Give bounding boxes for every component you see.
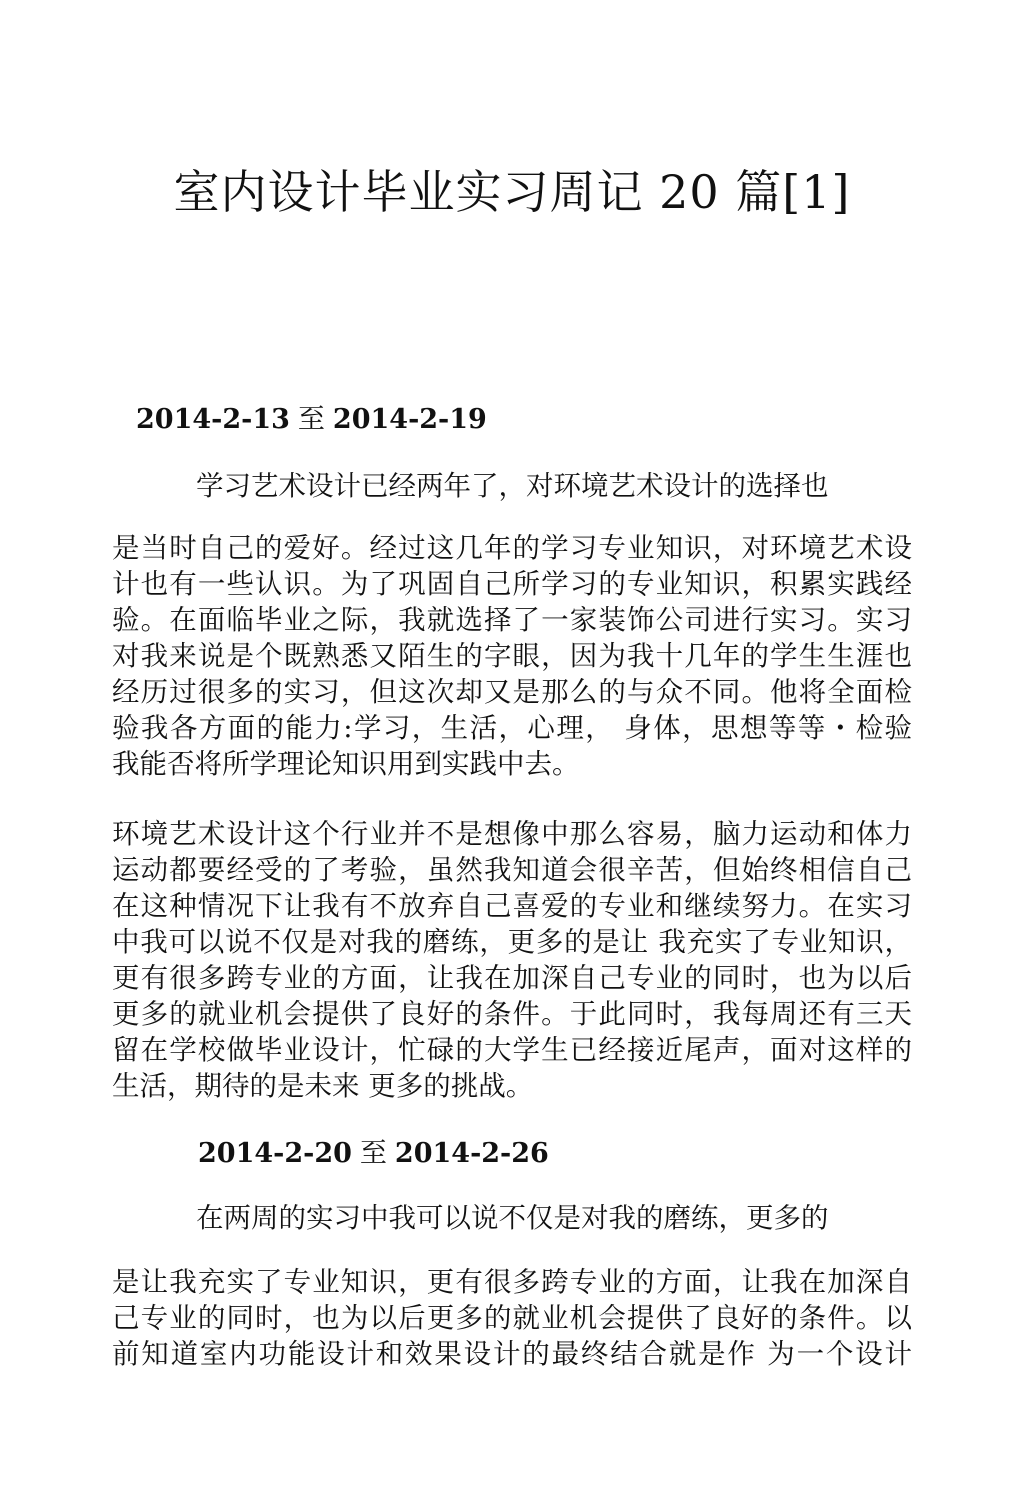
- paragraph-line: 在两周的实习中我可以说不仅是对我的磨练，更多的: [196, 1202, 829, 1234]
- paragraph-line: 环境艺术设计这个行业并不是想像中那么容易，脑力运动和体力: [112, 818, 912, 850]
- week-date-range: [136, 402, 487, 438]
- date-end: 2014-2-19: [332, 404, 487, 435]
- paragraph-line: 生活，期待的是未来 更多的挑战。: [112, 1070, 534, 1102]
- paragraph-line: 计也有一些认识。为了巩固自己所学习的专业知识，积累实践经: [112, 568, 912, 600]
- date-start: 2014-2-20: [198, 1138, 352, 1169]
- week-date-range: [198, 1136, 549, 1172]
- date-separator: 至: [359, 1138, 387, 1169]
- paragraph-line: 运动都要经受的了考验，虽然我知道会很辛苦，但始终相信自己: [112, 854, 912, 886]
- date-end: 2014-2-26: [394, 1138, 549, 1169]
- paragraph-line: 己专业的同时，也为以后更多的就业机会提供了良好的条件。以: [112, 1302, 912, 1334]
- paragraph-line: 更有很多跨专业的方面，让我在加深自己专业的同时，也为以后: [112, 962, 912, 994]
- paragraph-line: 更多的就业机会提供了良好的条件。于此同时，我每周还有三天: [112, 998, 912, 1030]
- paragraph-line: 中我可以说不仅是对我的磨练，更多的是让 我充实了专业知识，: [112, 926, 912, 958]
- paragraph-line: 在这种情况下让我有不放弃自己喜爱的专业和继续努力。在实习: [112, 890, 912, 922]
- paragraph-line: 我能否将所学理论知识用到实践中去。: [112, 748, 580, 780]
- paragraph-line: 是当时自己的爱好。经过这几年的学习专业知识，对环境艺术设: [112, 532, 912, 564]
- paragraph-line: 验我各方面的能力:学习，生活，心理， 身体，思想等等・检验: [112, 712, 912, 744]
- paragraph-line: 学习艺术设计已经两年了，对环境艺术设计的选择也: [196, 470, 829, 502]
- paragraph-line: 经历过很多的实习，但这次却又是那么的与众不同。他将全面检: [112, 676, 912, 708]
- paragraph-line: 是让我充实了专业知识，更有很多跨专业的方面，让我在加深自: [112, 1266, 912, 1298]
- document-title: 室内设计毕业实习周记 20 篇[1]: [173, 165, 851, 219]
- paragraph-line: 验。在面临毕业之际，我就选择了一家装饰公司进行实习。实习: [112, 604, 912, 636]
- paragraph-line: 留在学校做毕业设计，忙碌的大学生已经接近尾声，面对这样的: [112, 1034, 912, 1066]
- date-start: 2014-2-13: [136, 404, 290, 435]
- date-separator: 至: [297, 404, 325, 435]
- paragraph-line: 前知道室内功能设计和效果设计的最终结合就是作 为一个设计: [112, 1338, 912, 1370]
- paragraph-line: 对我来说是个既熟悉又陌生的字眼，因为我十几年的学生生涯也: [112, 640, 912, 672]
